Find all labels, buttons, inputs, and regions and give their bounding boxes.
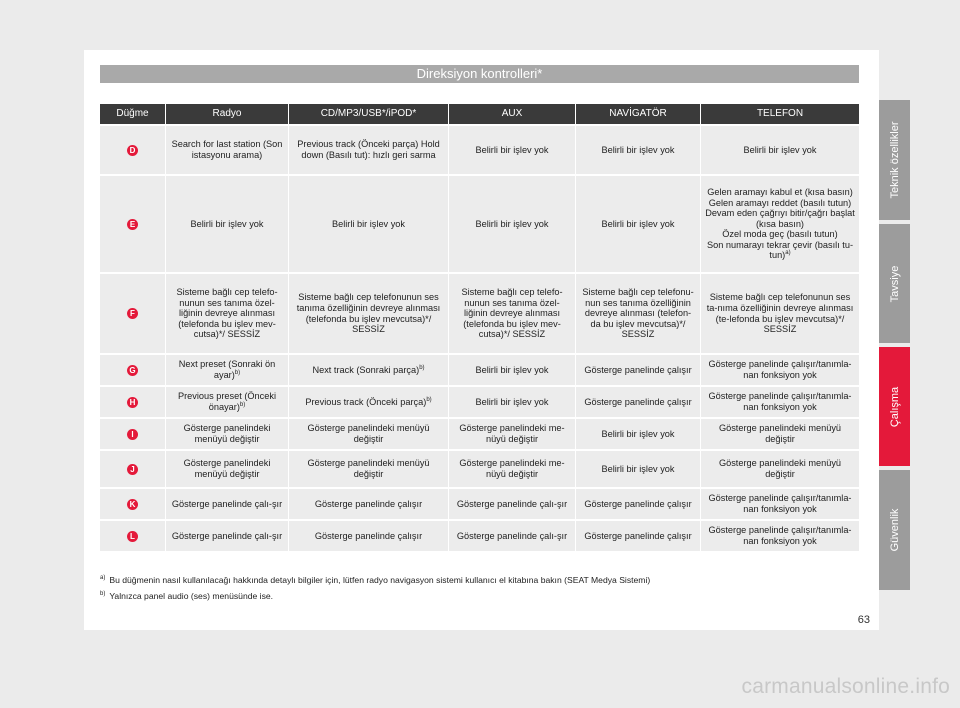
- footnote-ref: b): [426, 396, 432, 403]
- footnote: [100, 588, 860, 604]
- phone-line: Gelen aramayı reddet (basılı tutun): [708, 197, 852, 208]
- phone-line: [705, 240, 855, 261]
- footnote-ref: b): [419, 364, 425, 371]
- nav-cell: Belirli bir işlev yok: [576, 419, 701, 449]
- phone-cell: Gösterge panelinde çalışır/tanımla-nan fonksiyon yok: [701, 521, 859, 551]
- footnote-ref: b): [234, 369, 241, 376]
- table-row: [100, 419, 859, 449]
- key-badge-icon: D: [127, 145, 138, 156]
- radio-cell: Gösterge panelinde çalı-şır: [166, 489, 289, 519]
- cd-cell: Gösterge panelinde çalışır: [289, 521, 449, 551]
- cd-cell: Gösterge panelindeki menüyü değiştir: [289, 419, 449, 449]
- key-badge-icon: I: [127, 429, 138, 440]
- aux-cell: Gösterge panelinde çalı-şır: [449, 521, 576, 551]
- header-navigator: NAVİGATÖR: [576, 104, 701, 124]
- nav-cell: Gösterge panelinde çalışır: [576, 355, 701, 385]
- table-header-row: [100, 104, 859, 124]
- key-cell: [100, 451, 166, 487]
- key-badge-icon: F: [127, 308, 138, 319]
- table-row: [100, 176, 859, 272]
- table-row: [100, 387, 859, 417]
- aux-cell: Gösterge panelindeki me-nüyü değiştir: [449, 419, 576, 449]
- table-row: [100, 489, 859, 519]
- nav-cell: Gösterge panelinde çalışır: [576, 521, 701, 551]
- table-row: [100, 355, 859, 385]
- aux-cell: Gösterge panelindeki me-nüyü değiştir: [449, 451, 576, 487]
- key-cell: [100, 419, 166, 449]
- radio-text: Previous preset (Önceki önayar): [177, 391, 277, 412]
- key-cell: [100, 521, 166, 551]
- footnote-text: Bu düğmenin nasıl kullanılacağı hakkında detaylı bilgiler için, lütfen radyo navigasyon sistemi kullanıcı el kitabına bakın (SEAT Medya Sistemi): [109, 575, 651, 585]
- page-number: 63: [857, 614, 870, 626]
- nav-cell: Gösterge panelinde çalışır: [576, 387, 701, 417]
- header-radio: Radyo: [166, 104, 289, 124]
- key-cell: [100, 355, 166, 385]
- footnote: [100, 572, 860, 588]
- cd-text: Next track (Sonraki parça): [312, 364, 420, 375]
- aux-cell: Belirli bir işlev yok: [449, 126, 576, 174]
- key-cell: [100, 387, 166, 417]
- phone-line: Devam eden çağrıyı bitir/çağrı başlat (kısa basın): [705, 208, 855, 229]
- footnote-ref: a): [785, 250, 791, 257]
- radio-cell: Belirli bir işlev yok: [166, 176, 289, 272]
- cd-cell: Belirli bir işlev yok: [289, 176, 449, 272]
- cd-cell: [289, 387, 449, 417]
- key-cell: [100, 126, 166, 174]
- nav-cell: Sisteme bağlı cep telefonu-nun ses tanıma özelliğinin devreye alınması (telefon-da bu işlev mevcutsa)*/ SESSİZ: [576, 274, 701, 353]
- key-cell: [100, 489, 166, 519]
- table-row: [100, 521, 859, 551]
- key-badge-icon: H: [127, 397, 138, 408]
- nav-cell: Belirli bir işlev yok: [576, 451, 701, 487]
- cd-cell: Previous track (Önceki parça) Hold down (Basılı tut): hızlı geri sarma: [289, 126, 449, 174]
- phone-line-text: Son numarayı tekrar çevir (basılı tu-tun): [706, 239, 854, 261]
- radio-cell: Search for last station (Son istasyonu arama): [166, 126, 289, 174]
- radio-text: Next preset (Sonraki ön ayar): [178, 359, 276, 380]
- radio-cell: [166, 355, 289, 385]
- watermark: carmanualsonline.info: [741, 675, 950, 698]
- key-cell: [100, 176, 166, 272]
- cd-cell: Gösterge panelindeki menüyü değiştir: [289, 451, 449, 487]
- tab-label: Tavsiye: [888, 265, 901, 302]
- key-cell: [100, 274, 166, 353]
- footnote-ref: b): [239, 401, 246, 408]
- cd-cell: Sisteme bağlı cep telefonunun ses tanıma özelliğinin devreye alınması (telefonda bu işlev mevcutsa)*/ SESSİZ: [289, 274, 449, 353]
- tab-calisma[interactable]: [879, 347, 910, 466]
- phone-cell: Gösterge panelinde çalışır/tanımla-nan fonksiyon yok: [701, 387, 859, 417]
- key-badge-icon: L: [127, 531, 138, 542]
- radio-cell: Gösterge panelindeki menüyü değiştir: [166, 419, 289, 449]
- header-phone: TELEFON: [701, 104, 859, 124]
- nav-cell: Belirli bir işlev yok: [576, 126, 701, 174]
- aux-cell: Belirli bir işlev yok: [449, 355, 576, 385]
- header-aux: AUX: [449, 104, 576, 124]
- tab-label: Güvenlik: [888, 508, 901, 552]
- header-cd: CD/MP3/USB*/iPOD*: [289, 104, 449, 124]
- aux-cell: Sisteme bağlı cep telefo-nunun ses tanıma özel-liğinin devreye alınması (telefonda bu işlev mev-cutsa)*/ SESSİZ: [449, 274, 576, 353]
- phone-cell: Sisteme bağlı cep telefonunun ses ta-nıma özelliğinin devreye alınması (te-lefonda bu işlev mevcutsa)*/ SESSİZ: [701, 274, 859, 353]
- nav-cell: Gösterge panelinde çalışır: [576, 489, 701, 519]
- nav-cell: Belirli bir işlev yok: [576, 176, 701, 272]
- footnote-text: Yalnızca panel audio (ses) menüsünde ise.: [109, 591, 274, 601]
- phone-cell: Belirli bir işlev yok: [701, 126, 859, 174]
- table-row: [100, 126, 859, 174]
- phone-cell: Gösterge panelindeki menüyü değiştir: [701, 419, 859, 449]
- tab-guvenlik[interactable]: [879, 470, 910, 590]
- phone-line: Gelen aramayı kabul et (kısa basın): [707, 186, 853, 197]
- footnote-mark: b): [100, 591, 106, 598]
- table-row: [100, 451, 859, 487]
- tab-label: Çalışma: [888, 386, 901, 427]
- header-button: Düğme: [100, 104, 166, 124]
- table-row: [100, 274, 859, 353]
- cd-cell: [289, 355, 449, 385]
- radio-cell: Sisteme bağlı cep telefo-nunun ses tanıma özel-liğinin devreye alınması (telefonda bu işlev mev-cutsa)*/ SESSİZ: [166, 274, 289, 353]
- aux-cell: Gösterge panelinde çalı-şır: [449, 489, 576, 519]
- phone-cell: Gösterge panelindeki menüyü değiştir: [701, 451, 859, 487]
- phone-cell: Gösterge panelinde çalışır/tanımla-nan fonksiyon yok: [701, 489, 859, 519]
- key-badge-icon: E: [127, 219, 138, 230]
- key-badge-icon: K: [127, 499, 138, 510]
- phone-cell: [701, 176, 859, 272]
- footnote-mark: a): [100, 575, 106, 582]
- tab-tavsiye[interactable]: [879, 224, 910, 343]
- tab-teknik-ozellikler[interactable]: [879, 100, 910, 220]
- tab-label: Teknik özellikler: [888, 121, 901, 199]
- controls-table: [100, 102, 859, 553]
- page-title: Direksiyon kontrolleri*: [100, 65, 859, 83]
- key-badge-icon: J: [127, 464, 138, 475]
- phone-cell: Gösterge panelinde çalışır/tanımla-nan fonksiyon yok: [701, 355, 859, 385]
- radio-cell: [166, 387, 289, 417]
- radio-cell: Gösterge panelindeki menüyü değiştir: [166, 451, 289, 487]
- footnotes: [100, 572, 860, 604]
- key-badge-icon: G: [127, 365, 138, 376]
- phone-line: Özel moda geç (basılı tutun): [722, 229, 838, 240]
- cd-cell: Gösterge panelinde çalışır: [289, 489, 449, 519]
- cd-text: Previous track (Önceki parça): [305, 396, 427, 407]
- aux-cell: Belirli bir işlev yok: [449, 176, 576, 272]
- radio-cell: Gösterge panelinde çalı-şır: [166, 521, 289, 551]
- aux-cell: Belirli bir işlev yok: [449, 387, 576, 417]
